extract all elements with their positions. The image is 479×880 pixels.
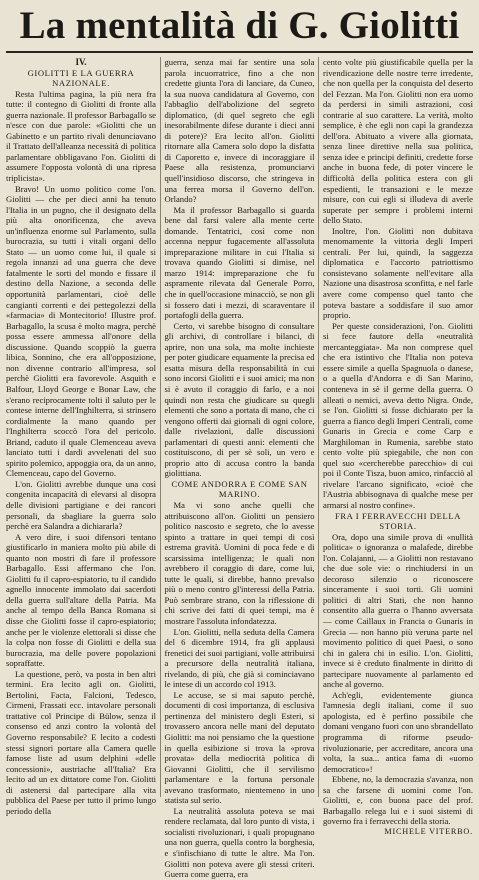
paragraph: Bravo! Un uomo politico come l'on. Giolitti — che per dieci anni ha tenuto l'Italia in un pugno, che il designato della più alta onorificenza, che aveva un'influenza enorme sul Parlamento, sulla burocrazia, su tutti i vitali organi dello Stato — un uomo come lui, il quale si regola innanzi ad una guerra che deve fatalmente le sorti del mondo e fissare il destino della Nazione, a seconda delle opportunità parlamentari, cioè delle cangianti correnti e dei pettegolezzi della «farmacia» di Montecitorio! Illustre prof. Barbagallo, la scusa è molto magra, perchè possa essere ammessa all'onore della discussione. Quando scoppiò la guerra libica, Sonnino, che era all'opposizione, non divenne contrario all'impresa, sol perchè Giolitti era favorevole. Asquith e Balfour, Lloyd George e Bonar Law, che s'erano reciprocamente tolti il saluto per le contese interne dell'Inghilterra, si strinsero cordialmente la mano quando per l'Inghilterra scoccò l'ora del pericolo. Briand, caduto il quale Clemenceau aveva lanciato tutti i dardi avvelenati del suo spirito polemico, appoggia ora, da un anno, Clemenceau, capo del Governo. [6, 183, 156, 479]
column-2 [164, 57, 315, 880]
paragraph: Ach'egli, evidentemente giunca l'amnesia degli italiani, come il suo apologista, ed è perfino possibile che domani vengano fuori con uno sbrandellato programma di riforme pseudo-rivoluzionarie, per accreditare, ancora una volta, la sua... antica fama di «uomo democratico»! [323, 689, 473, 774]
paragraph: guerra, senza mai far sentire una sola parola incuorratrice, fino a che non credette giunta l'ora di lanciare, da Cuneo, la sua nuova candidatura al Governo, con l'abbaglio dell'abolizione del segreto diplomatico, (di quel segreto che egli inesorabilmente difese durante i dieci anni di potere)? Era lecito all'on. Giolitti ritornare alla Camera solo dopo la disfatta di Caporetto e, invece di incoraggiare il Paese alla resistenza, promunciarvi quell'insidioso discorso, che stringeva in una ferrea morsa il Governo dell'on. Orlando? [164, 57, 315, 205]
section-title: FRA I FERRAVECCHI DELLA STORIA. [334, 510, 462, 532]
paragraph: cento volte più giustificabile quella per la rivendicazione delle nostre terre irredente, che non quella per la conquista del deserto del Fezzan. Ma l'on. Giolitti non era uomo da perdersi in simili astrazioni, così contrarie al suo carattere. La verità, molto semplice, è che egli non capì la grandezza dell'ora. Abituato a vivere alla giornata, senza linee direttive nella sua politica, senza idee e principi definiti, credette forse anche in buona fede, di poter vincere le difficoltà della politica estera con gli espedienti, le transazioni e le mezze misure, con cui egli si illudeva di averle superate per sempre i problemi interni dello Stato. [323, 57, 473, 226]
paragraph: A vero dire, i suoi difensori tentano giustificarlo in maniera molto più abile di quanto non mostri di fare il professore Barbagallo. Essi affermano che l'on. Giolitti fu il capro-espiatorio, tu il candido agnello innocente immolato dai sacerdoti della guerra sull'altare della Patria. Ma anche al tempo della Banca Romana si disse che Giolitti fosse il capro-espiatorio; anche per le violenze elettorali si disse che la colpa non fosse di Giolitti e della sua burocrazia, ma delle povere popolazioni sopraffatte. [6, 531, 156, 669]
paragraph: Ma il professor Barbagallo si guarda bene dal farsi valere alla mente certe domande. Tentatrici, così come non accenna neppur fugacemente all'assoluta impreparazione militare in cui l'Italia si trovava quando Giolitti si dimise, nel marzo 1914: impreparazione che fu aspramente rilevata dal Generale Porro, che in quell'occasione minacciò, se non gli si fossero dati i mezzi, di scaraventare il portafogli della guerra. [164, 204, 315, 321]
column-1 [6, 57, 156, 816]
article-headline: La mentalità di G. Giolitti [19, 4, 460, 47]
paragraph: L'on. Giolitti, nella seduta della Camera del 6 dicembre 1914, fra gli applausi frenetici dei suoi partigiani, volle attribuirsi a precursore della neutralità italiana, rivelando, di più, che già si cominciavano le intese di un accordo col 1913. [164, 626, 315, 690]
column-divider [318, 57, 319, 797]
paragraph: Certo, vi sarebbe bisogno di consultare gli archivi, di controllare i bilanci, di aprire, non una sola, ma molte inchieste per poter giudicare equamente la precisa ed esatta misura della responsabilità in cui sono incorsi Giolitti e i suoi amici; ma non si è avuto il coraggio di farlo, e a noi quindi non resta che giudicare su quegli elementi che sono a portata di mano, che ci vengono offerti dai giornali di ogni colore, dalle rivelazioni, dalle discussioni parlamentari di questi anni: elementi che costituiscono, di per sè soli, un vero e proprio atto di accusa contro la banda giolittiana. [164, 320, 315, 479]
paragraph: Per queste considerazioni, l'on. Giolitti si fece fautore della «neutralità mercanteggiata». Ma non comprese quel che era istintivo che l'Italia non poteva essere simile a quella Spagnuola o danese, o a quella d'Andorra e di San Marino, conteneva in sè il germe della guerra. O alleati o nemici, aveva detto Nigra. Onde, se l'on. Giolitti si fosse dichiarato per la guerra a fianco degli Imperi Centrali, come Gunaris in Grecia e come Carp e Marghiloman in Rumenia, sarebbe stato cento volte più spiegabile, che non con quel suo «cercherebbe parecchio» di cui poi il Conte Tisza, buon amico, rinfacciò al rivelare l'arcano significato, «cioè che l'Austria abbisognava di qualche mese per armarsi al nostro confine». [323, 320, 473, 510]
headline-rule [6, 51, 473, 53]
paragraph: Resta l'ultima pagina, la più nera fra tutte: il contegno di Giolitti di fronte alla guerra nazionale. Il professor Barbagallo se n'esce con due parole: «Giolitti che un Gabinetto e un partito rivali denunciavano il Trattato dell'alleanza necessità di politica parlamentare obbligavano l'on. Giolitti di assumere l'opposta volontà di una ripresa triplicista». [6, 88, 156, 184]
paragraph: Ebbene, no, la democrazia s'avanza, non sa che farsene di uomini come l'on. Giolitti, e, con buona pace del prof. Barbagallo relega lui e i suoi sistemi di governo fra i ferravecchi della storia. [323, 774, 473, 827]
paragraph: Ora, dopo una simile prova di «nullità politica» o ignoranza o malafede, direbbe l'on. Colajanni, — a Giolitti non restavano che due sole vie: o rinchiudersi in un decoroso silenzio o riconoscere sinceramente i suoi torti. Gli uomini politici di altri Stati, che non hanno consentito alla guerra o l'hanno avversata — come Caillaux in Francia o Gunaris in Grecia — non hanno più veruna parte nel movimento politico di quei Paesi, o sono chi in galera chi in esilio. L'on. Giolitti, invece si è creduto finalmente in diritto di partecipare nuovamente al parlamento ed anche al governo. [323, 531, 473, 690]
section-title: COME ANDORRA E COME SAN MARINO. [171, 478, 308, 500]
article-columns [6, 57, 473, 880]
column-3 [323, 57, 473, 836]
paragraph: Le accuse, se si mai saputo perchè, documenti di così importanza, di esclusiva pertinenza del ministero degli Esteri, si trovassero ancora nelle mani del deputato Giolitti: ma noi pensiamo che la questione in quella esibizione si trova la «prova provata» della mediocrità politica di Giovanni Giolitti, che il servilismo parlamentare e la fortuna personale avevano trasformato, nientemeno in uno statista sul serio. [164, 689, 315, 806]
paragraph: Inoltre, l'on. Giolitti non dubitava menomamente la vittoria degli Imperi centrali. Per lui, quindi, la saggezza diplomatica e l'accorto patriottismo consistevano solamente nell'evitare alla Nazione una disastrosa sconfitta, e nel farle avere come compenso quel tanto che poteva bastare a soddisfare il suo amor proprio. [323, 225, 473, 321]
paragraph: L'on. Giolitti avrebbe dunque una così congenita incapacità di elevarsi al disopra delle divisioni partigiane e dei rancori personali, da sbagliare la guerra solo perchè era Salandra a dichiararla? [6, 478, 156, 532]
paragraph: La questione, però, va posta in ben altri termini. Era lecito agli on. Giolitti, Bertolini, Facta, Falcioni, Tedesco, Cirmeni, Frassati ecc. intavolare personali trattative col Principe di Bülow, senza il consenso ed anzi contro la volontà del Governo responsabile? E lecito a codesti stessi signori portare alla Camera quelle famose liste ad usum delphini «delle concessioni», austriache all'Italia? Era lecito ad un ex dittatore come l'on. Giolitti di astenersi dal partecipare alla vita pubblica del Paese per tutto il primo lungo periodo della [6, 668, 156, 816]
section-title: GIOLITTI E LA GUERRA NAZIONALE. [27, 67, 135, 89]
author-signature: MICHELE VITERBO. [384, 826, 473, 836]
paragraph: Ma vi sono anche quelli che attribuiscono all'on. Giolitti un pensiero politico nascosto e segreto, che lo avesse spinto a trattare in quei tempi di così estrema gravità. Uomini di poca fede e di scarsissima intelligenza; le quali non avrebbero il coraggio di dare, come lui, tutte le quali, si direbbe, hanno prevalso più o meno contro gl'interessi della Patria. Può sembrare strano, con la riflessione di chi scrive dei fatti di quei tempi, ma è mostrare l'assoluta infondatezza. [164, 499, 315, 626]
section-number: IV. [75, 57, 87, 67]
paragraph: La neutralità assoluta poteva se mai rendere reclamata, dal loro punto di vista, i socialisti rivoluzionari, i quali propugnano una non guerra, quella contro la borghesia, e s'infischiano di tutte le altre. Ma l'on. Giolitti non poteva avere gli stessi criteri. Guerra come guerra, era [164, 805, 315, 880]
column-divider [160, 57, 161, 797]
